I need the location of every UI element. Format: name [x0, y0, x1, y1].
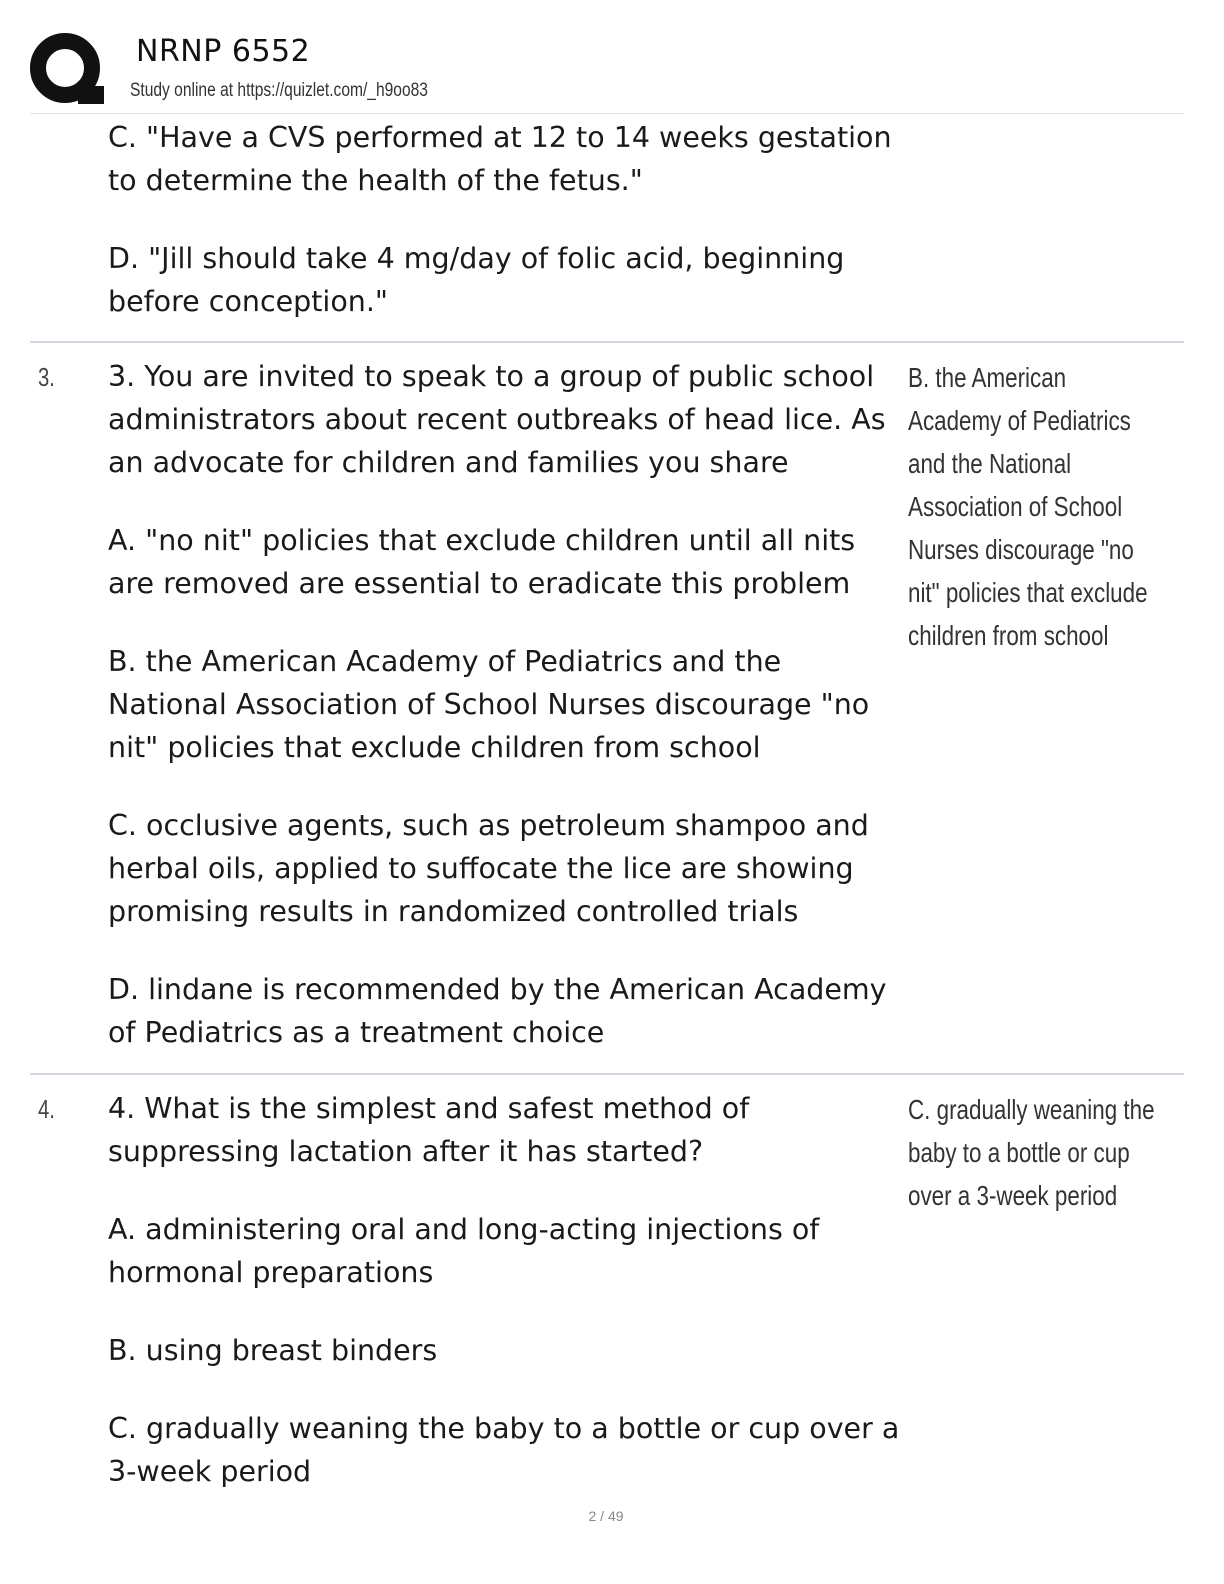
deck-title: NRNP 6552 [136, 34, 311, 69]
card-4-option-b: B. using breast binders [108, 1334, 438, 1367]
card-4-number: 4. [38, 1094, 55, 1124]
card-4-question: 4. What is the simplest and safest method of suppressing lactation after it has started? [108, 1092, 750, 1168]
card-4-option-a: A. administering oral and long-acting injections of hormonal preparations [108, 1213, 820, 1289]
page-header [0, 0, 1224, 114]
header-divider [30, 113, 1184, 114]
study-online-link[interactable]: Study online at https://quizlet.com/_h9oo83 [130, 80, 428, 101]
card-3-option-b: B. the American Academy of Pediatrics and the National Association of School Nurses discourage "no nit" policies that exclude children from school [108, 645, 870, 764]
page-indicator: 2 / 49 [588, 1508, 624, 1524]
quizlet-q-logo-icon [28, 30, 108, 110]
card-4-option-c: C. gradually weaning the baby to a bottle or cup over a 3-week period [108, 1412, 900, 1488]
card-3-option-c: C. occlusive agents, such as petroleum shampoo and herbal oils, applied to suffocate the lice are showing promising results in randomized controlled trials [108, 809, 869, 928]
card-3-question: 3. You are invited to speak to a group of public school administrators about recent outbreaks of head lice. As an advocate for children and families you share [108, 360, 886, 479]
card-divider [30, 1073, 1184, 1075]
card-divider [30, 341, 1184, 343]
card-2-option-c: C. "Have a CVS performed at 12 to 14 weeks gestation to determine the health of the fetus." [108, 121, 892, 197]
card-3-number: 3. [38, 362, 55, 392]
card-4-answer: C. gradually weaning the baby to a bottle or cup over a 3-week period [908, 1094, 1155, 1211]
card-3-answer: B. the American Academy of Pediatrics and the National Association of School Nurses discourage "no nit" policies that exclude children from school [908, 362, 1148, 651]
card-2-option-d: D. "Jill should take 4 mg/day of folic acid, beginning before conception." [108, 242, 845, 318]
card-3-option-a: A. "no nit" policies that exclude children until all nits are removed are essential to eradicate this problem [108, 524, 856, 600]
card-3-option-d: D. lindane is recommended by the American Academy of Pediatrics as a treatment choice [108, 973, 887, 1049]
